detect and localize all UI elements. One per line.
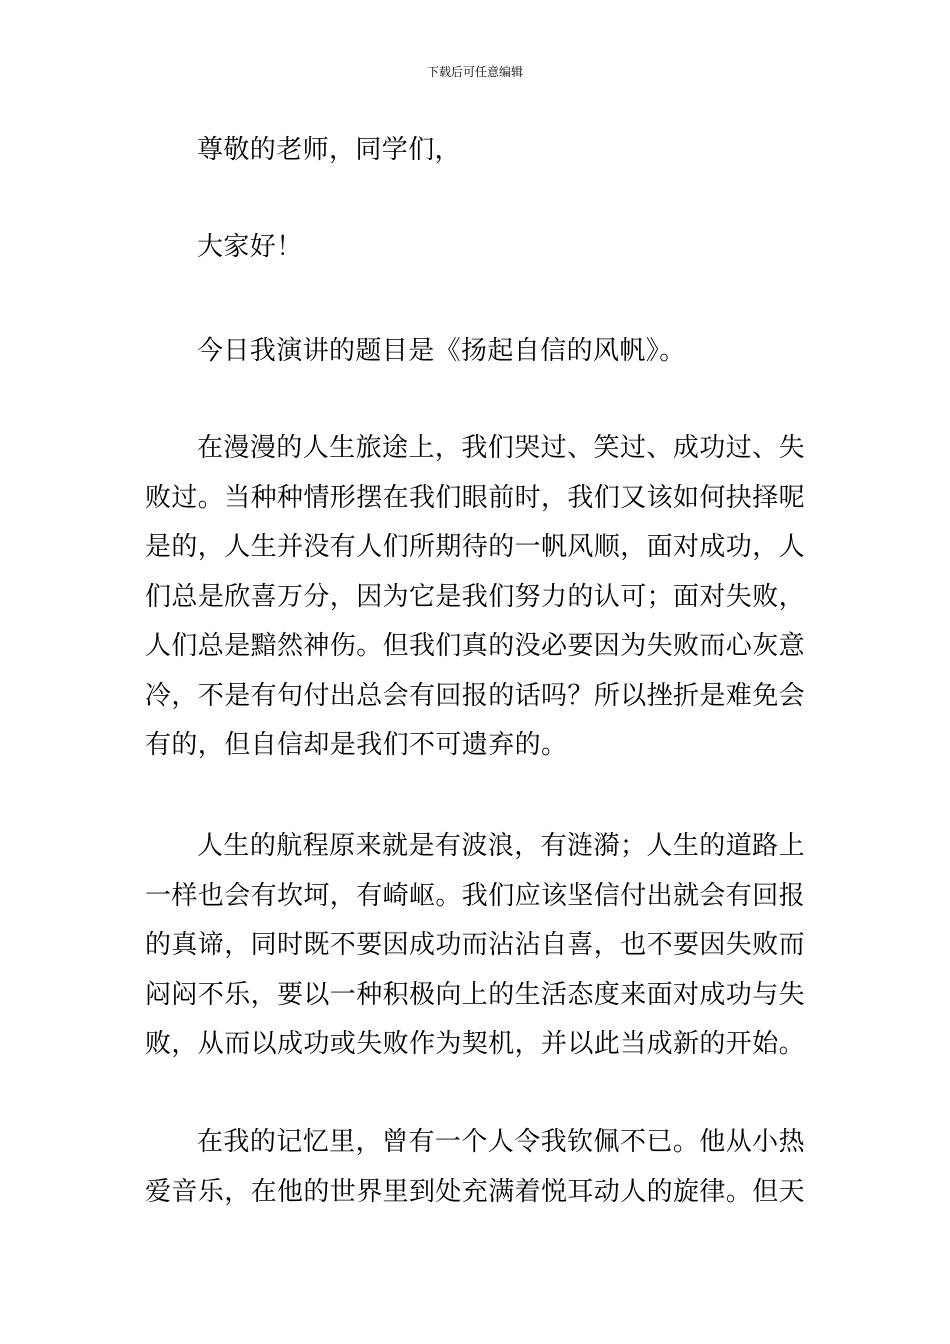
page-header: 下载后可任意编辑 xyxy=(426,65,523,79)
body-paragraph: 在漫漫的人生旅途上，我们哭过、笑过、成功过、失败过。当种种情形摆在我们眼前时，我们又该如何抉择呢是的，人生并没有人们所期待的一帆风顺，面对成功，人们总是欣喜万分，因为它是我们努力的认可；面对失败，人们总是黯然神伤。但我们真的没必要因为失败而心灰意冷，不是有句付出总会有回报的话吗？所以挫折是难免会有的，但自信却是我们不可遗弃的。 xyxy=(145,433,806,760)
salutation-paragraph: 尊敬的老师，同学们， xyxy=(197,135,462,165)
greeting-paragraph: 大家好！ xyxy=(197,232,303,262)
body-paragraph: 在我的记忆里，曾有一个人令我钦佩不已。他从小热爱音乐，在他的世界里到处充满着悦耳动人的旋律。但天 xyxy=(145,1127,806,1207)
body-paragraph: 人生的航程原来就是有波浪，有涟漪；人生的道路上一样也会有坎坷，有崎岖。我们应该坚信付出就会有回报的真谛，同时既不要因成功而沾沾自喜，也不要因失败而闷闷不乐，要以一种积极向上的生活态度来面对成功与失败，从而以成功或失败作为契机，并以此当成新的开始。 xyxy=(145,831,806,1059)
topic-paragraph: 今日我演讲的题目是《扬起自信的风帆》。 xyxy=(197,336,686,366)
